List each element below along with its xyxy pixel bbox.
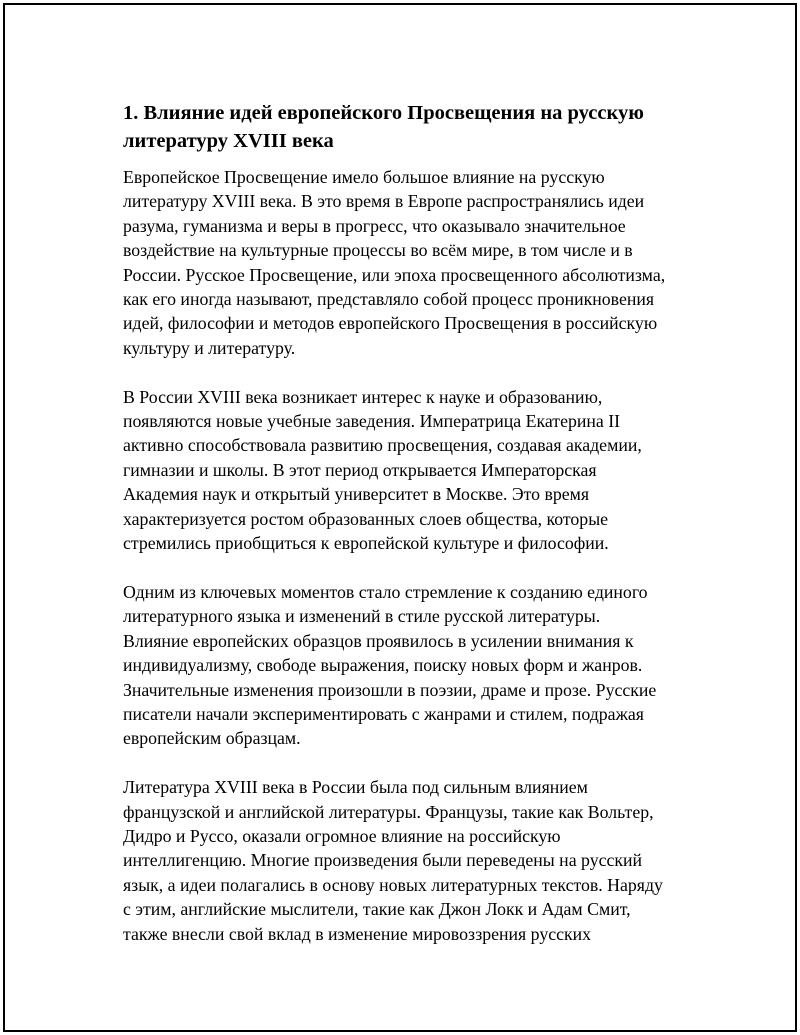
text-line: Академия наук и открытый университет в Москве. Это время [123, 484, 590, 505]
text-line: язык, а идеи полагались в основу новых литературных текстов. Наряду [123, 874, 663, 895]
text-line: Европейское Просвещение имело большое влияние на русскую [123, 167, 605, 187]
text-line: воздействие на культурные процессы во всём мире, в том числе и в [123, 240, 633, 261]
text-line: России. Русское Просвещение, или эпоха просвещенного абсолютизма, [123, 264, 666, 285]
text-line: как его иногда называют, представляло собой процесс проникновения [123, 289, 655, 310]
text-line: Влияние европейских образцов проявилось в усилении внимания к [123, 630, 634, 651]
text-line: идей, философии и методов европейского Просвещения в российскую [123, 313, 658, 334]
text-line: появляются новые учебные заведения. Императрица Екатерина II [123, 411, 621, 432]
text-line: стремились приобщиться к европейской культуре и философии. [123, 533, 609, 554]
text-line: писатели начали экспериментировать с жанрами и стилем, подражая [123, 703, 644, 724]
text-line: разума, гуманизма и веры в прогресс, что оказывало значительное [123, 215, 626, 236]
text-line: литературу XVIII века. В это время в Европе распространялись идеи [123, 191, 645, 212]
text-line: с этим, английские мыслители, такие как Джон Локк и Адам Смит, [123, 899, 631, 920]
paragraph-2 [123, 385, 693, 556]
text-line: В России XVIII века возникает интерес к науке и образованию, [123, 386, 603, 407]
paragraph-3 [123, 580, 693, 751]
document-page [3, 3, 797, 1032]
text-line: Дидро и Руссо, оказали огромное влияние на российскую [123, 825, 561, 846]
paragraph-1 [123, 165, 693, 360]
heading-line: литературу XVIII века [123, 130, 334, 152]
text-line: также внесли свой вклад в изменение мировоззрения русских [123, 923, 592, 944]
paragraph-4 [123, 775, 693, 946]
text-line: индивидуализму, свободе выражения, поиску новых форм и жанров. [123, 655, 643, 676]
text-line: европейским образцам. [123, 728, 301, 749]
text-line: французской и английской литературы. Французы, такие как Вольтер, [123, 801, 654, 822]
page-content [123, 99, 693, 946]
text-line: характеризуется ростом образованных слоев общества, которые [123, 508, 609, 529]
text-line: Значительные изменения произошли в поэзии, драме и прозе. Русские [123, 679, 657, 700]
section-heading [123, 99, 693, 155]
text-line: активно способствовала развитию просвещения, создавая академии, [123, 435, 642, 456]
heading-line: 1. Влияние идей европейского Просвещения на русскую [123, 102, 644, 124]
text-line: Литература XVIII века в России была под сильным влиянием [123, 777, 588, 798]
text-line: гимназии и школы. В этот период открывается Императорская [123, 459, 597, 480]
text-line: литературного языка и изменений в стиле русской литературы. [123, 606, 601, 627]
text-line: интеллигенцию. Многие произведения были переведены на русский [123, 850, 643, 871]
text-line: Одним из ключевых моментов стало стремление к созданию единого [123, 581, 648, 602]
text-line: культуру и литературу. [123, 337, 296, 358]
